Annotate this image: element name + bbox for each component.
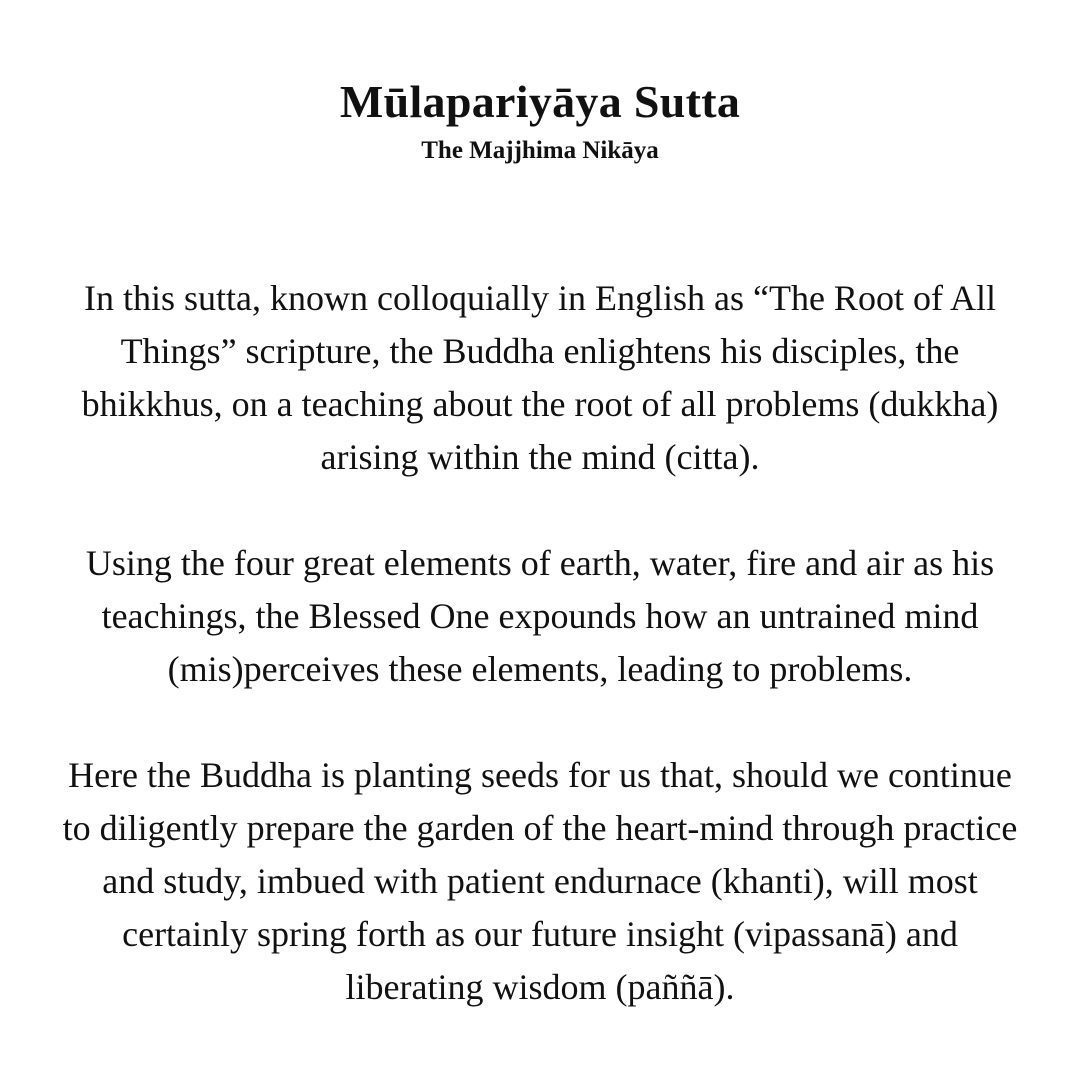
paragraph-line: (mis)perceives these elements, leading to problems. [167, 649, 913, 689]
paragraph-intro [0, 272, 1080, 484]
page-title: Mūlapariyāya Sutta [339, 76, 741, 127]
paragraph-seeds [0, 749, 1080, 1014]
paragraph-line: Using the four great elements of earth, water, fire and air as his [85, 543, 995, 583]
paragraph-line: and study, imbued with patient endurnace (khanti), will most [102, 861, 978, 901]
paragraph-line: bhikkhus, on a teaching about the root of all problems (dukkha) [81, 384, 999, 424]
paragraph-line: liberating wisdom (paññā). [345, 967, 735, 1007]
paragraph-line: Here the Buddha is planting seeds for us that, should we continue [68, 755, 1012, 795]
paragraph-elements [0, 537, 1080, 696]
paragraph-line: to diligently prepare the garden of the heart-mind through practice [62, 808, 1018, 848]
paragraph-line: teachings, the Blessed One expounds how an untrained mind [101, 596, 979, 636]
paragraph-line: arising within the mind (citta). [320, 437, 760, 477]
page-subtitle: The Majjhima Nikāya [421, 137, 659, 164]
paragraph-line: certainly spring forth as our future insight (vipassanā) and [122, 914, 958, 954]
paragraph-line: Things” scripture, the Buddha enlightens his disciples, the [120, 331, 960, 371]
paragraph-line: In this sutta, known colloquially in English as “The Root of All [84, 278, 996, 318]
